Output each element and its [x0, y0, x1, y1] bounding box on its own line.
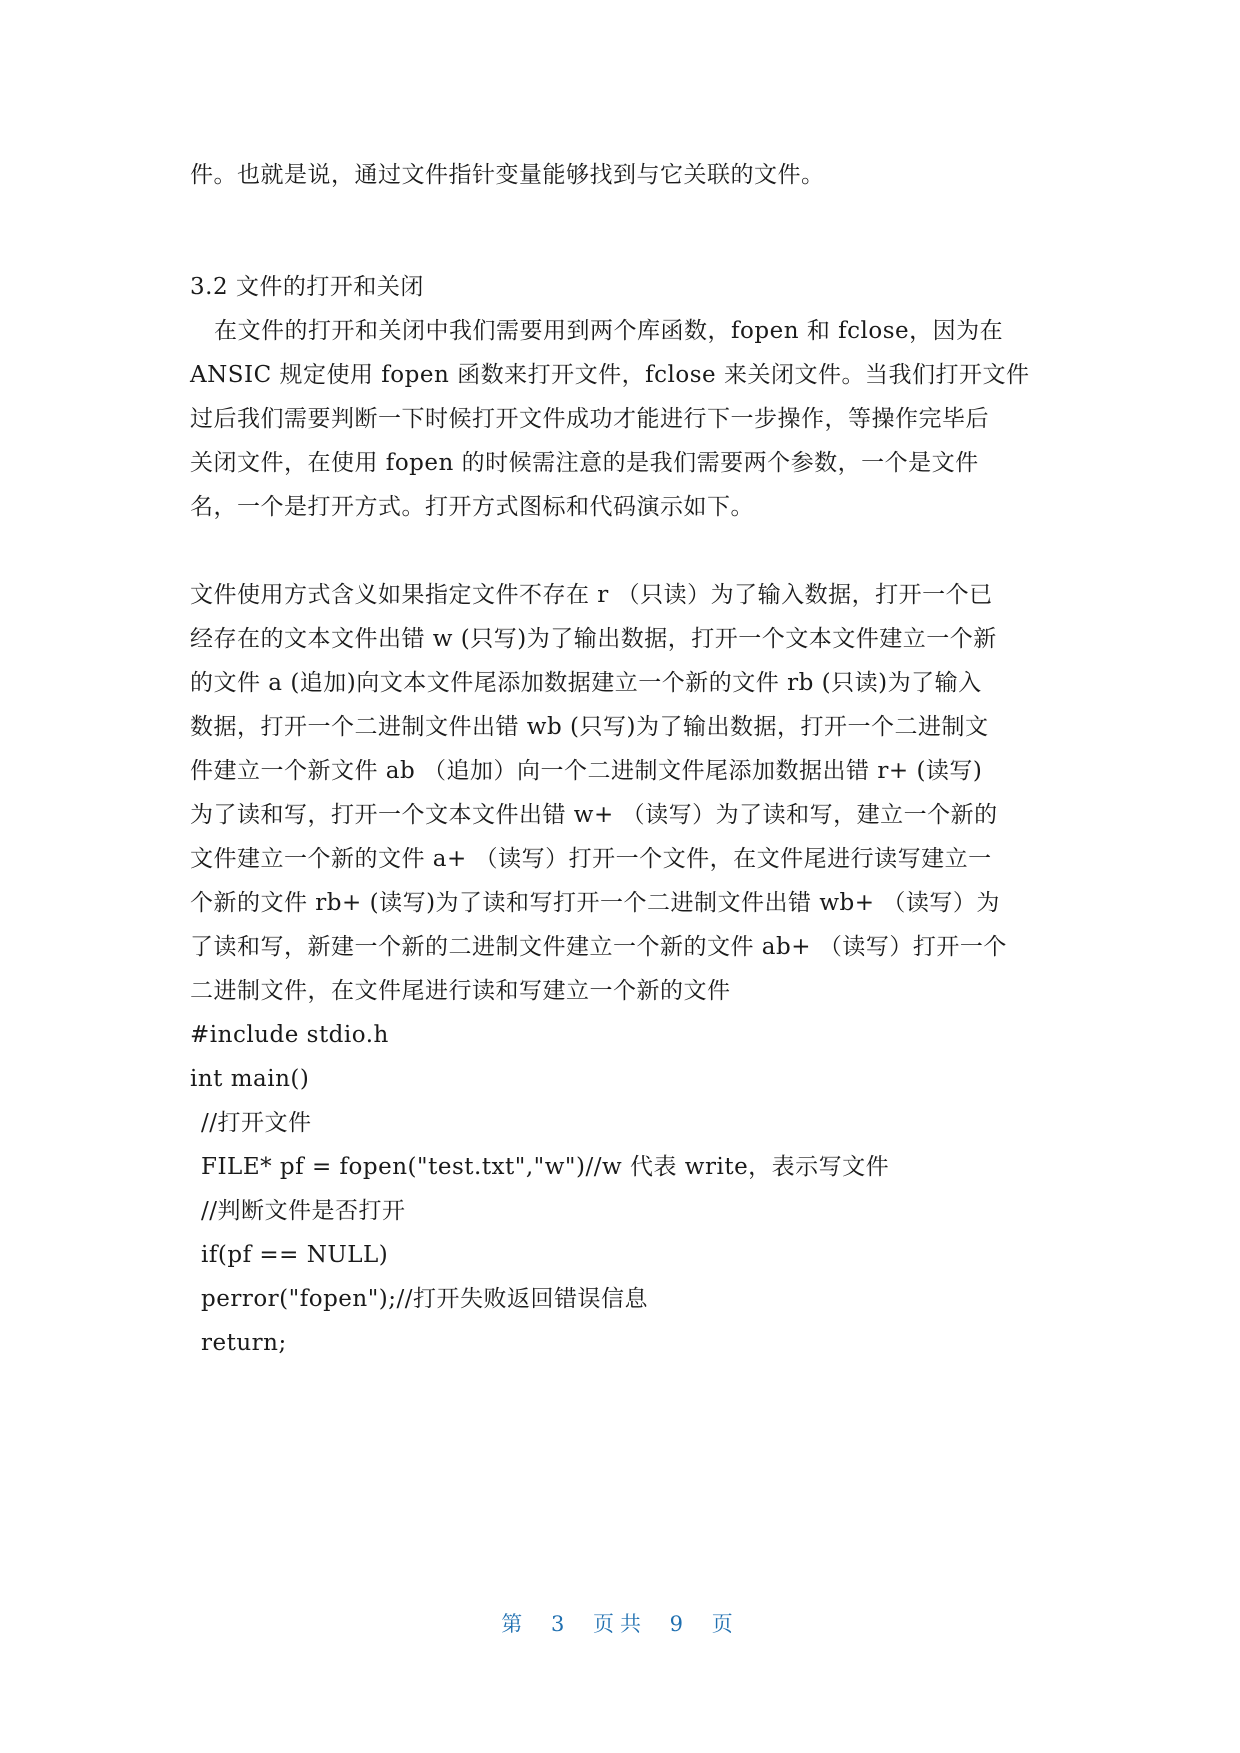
paragraph-line: 关闭文件，在使用 fopen 的时候需注意的是我们需要两个参数，一个是文件 [190, 450, 979, 476]
paragraph-line: 件建立一个新文件 ab （追加）向一个二进制文件尾添加数据出错 r+ (读写) [190, 758, 983, 784]
paragraph-line: 个新的文件 rb+ (读写)为了读和写打开一个二进制文件出错 wb+ （读写）为 [190, 890, 1000, 916]
code-line: #include stdio.h [190, 1022, 389, 1048]
paragraph-line: 文件建立一个新的文件 a+ （读写）打开一个文件，在文件尾进行读写建立一 [190, 846, 992, 872]
paragraph-line: 数据，打开一个二进制文件出错 wb (只写)为了输出数据，打开一个二进制文 [190, 714, 989, 740]
paragraph-line: 了读和写，新建一个新的二进制文件建立一个新的文件 ab+ （读写）打开一个 [190, 934, 1007, 960]
paragraph-line: 二进制文件，在文件尾进行读和写建立一个新的文件 [190, 978, 731, 1004]
paragraph-line: 件。也就是说，通过文件指针变量能够找到与它关联的文件。 [190, 162, 825, 188]
section-heading: 3.2 文件的打开和关闭 [190, 274, 424, 300]
page-number-footer: 第 3 页共 9 页 [501, 1612, 739, 1636]
code-line: return; [201, 1330, 287, 1356]
paragraph-line: 经存在的文本文件出错 w (只写)为了输出数据，打开一个文本文件建立一个新 [190, 626, 997, 652]
paragraph-line: ANSIC 规定使用 fopen 函数来打开文件，fclose 来关闭文件。当我们打开文件 [190, 362, 1030, 388]
paragraph-line: 过后我们需要判断一下时候打开文件成功才能进行下一步操作，等操作完毕后 [190, 406, 989, 432]
code-line: if(pf == NULL) [201, 1242, 389, 1268]
paragraph-line: 名，一个是打开方式。打开方式图标和代码演示如下。 [190, 494, 754, 520]
paragraph-line: 在文件的打开和关闭中我们需要用到两个库函数，fopen 和 fclose，因为在 [214, 318, 1004, 344]
code-line: //打开文件 [201, 1110, 312, 1136]
code-line: FILE* pf = fopen("test.txt","w")//w 代表 write，表示写文件 [201, 1154, 890, 1180]
code-line: int main() [190, 1066, 310, 1092]
code-line: //判断文件是否打开 [201, 1198, 406, 1224]
paragraph-line: 的文件 a (追加)向文本文件尾添加数据建立一个新的文件 rb (只读)为了输入 [190, 670, 982, 696]
code-line: perror("fopen");//打开失败返回错误信息 [201, 1286, 649, 1312]
paragraph-line: 为了读和写，打开一个文本文件出错 w+ （读写）为了读和写，建立一个新的 [190, 802, 998, 828]
paragraph-line: 文件使用方式含义如果指定文件不存在 r （只读）为了输入数据，打开一个已 [190, 582, 993, 608]
